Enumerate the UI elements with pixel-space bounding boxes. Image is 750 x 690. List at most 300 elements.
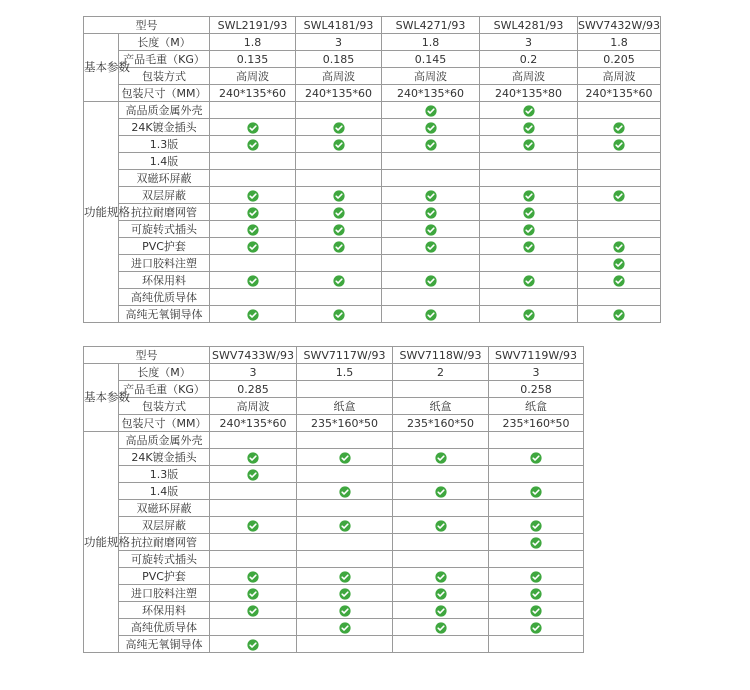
check-circle-icon <box>339 571 351 583</box>
model-name: SWV7117W/93 <box>297 347 393 364</box>
cell-value: 235*160*50 <box>489 415 584 432</box>
feature-cell <box>578 238 661 255</box>
table-row <box>84 102 661 119</box>
row-label: PVC护套 <box>119 238 210 255</box>
model-name: SWV7433W/93 <box>210 347 297 364</box>
cell-value <box>393 381 489 398</box>
feature-cell <box>480 272 578 289</box>
check-circle-icon <box>339 452 351 464</box>
table-row <box>84 85 661 102</box>
check-circle-icon <box>523 309 535 321</box>
feature-cell <box>210 551 297 568</box>
row-label: 高纯无氧铜导体 <box>119 636 210 653</box>
model-name: SWL4181/93 <box>296 17 382 34</box>
table-row <box>84 636 584 653</box>
feature-cell <box>210 449 297 466</box>
feature-cell <box>297 500 393 517</box>
cell-value: 0.258 <box>489 381 584 398</box>
cell-value: 240*135*60 <box>382 85 480 102</box>
check-circle-icon <box>530 486 542 498</box>
check-circle-icon <box>530 537 542 549</box>
table-row <box>84 51 661 68</box>
cell-value: 高周波 <box>296 68 382 85</box>
check-circle-icon <box>333 122 345 134</box>
check-circle-icon <box>247 452 259 464</box>
feature-cell <box>210 102 296 119</box>
feature-cell <box>210 289 296 306</box>
check-circle-icon <box>339 588 351 600</box>
check-circle-icon <box>425 122 437 134</box>
check-circle-icon <box>523 241 535 253</box>
check-circle-icon <box>339 605 351 617</box>
model-header-label: 型号 <box>84 347 210 364</box>
feature-cell <box>382 136 480 153</box>
table-row <box>84 619 584 636</box>
row-label: 环保用料 <box>119 272 210 289</box>
feature-cell <box>578 221 661 238</box>
cell-value: 2 <box>393 364 489 381</box>
feature-cell <box>210 585 297 602</box>
row-label: 1.4版 <box>119 483 210 500</box>
check-circle-icon <box>425 224 437 236</box>
feature-cell <box>296 238 382 255</box>
table-row <box>84 289 661 306</box>
row-label: 抗拉耐磨网管 <box>119 204 210 221</box>
check-circle-icon <box>523 190 535 202</box>
model-name: SWV7432W/93 <box>578 18 660 32</box>
feature-cell <box>297 551 393 568</box>
table-row <box>84 136 661 153</box>
feature-cell <box>296 255 382 272</box>
row-label: 长度（M） <box>119 34 210 51</box>
check-circle-icon <box>530 520 542 532</box>
feature-specs-group-label: 功能规格 <box>84 432 119 653</box>
feature-cell <box>480 136 578 153</box>
row-label: 可旋转式插头 <box>119 221 210 238</box>
feature-rows <box>84 432 584 653</box>
feature-cell <box>210 602 297 619</box>
check-circle-icon <box>339 622 351 634</box>
feature-cell <box>382 238 480 255</box>
table-row <box>84 34 661 51</box>
table-row <box>84 381 584 398</box>
feature-cell <box>210 272 296 289</box>
table-row <box>84 551 584 568</box>
feature-cell <box>578 153 661 170</box>
feature-cell <box>210 568 297 585</box>
feature-specs-group-label: 功能规格 <box>84 102 119 323</box>
cell-value: 纸盒 <box>393 398 489 415</box>
feature-cell <box>393 568 489 585</box>
check-circle-icon <box>425 190 437 202</box>
feature-cell <box>489 568 584 585</box>
row-label: 24K镀金插头 <box>119 119 210 136</box>
cell-value: 235*160*50 <box>393 415 489 432</box>
check-circle-icon <box>435 622 447 634</box>
row-label: 24K镀金插头 <box>119 449 210 466</box>
feature-cell <box>578 204 661 221</box>
feature-cell <box>297 483 393 500</box>
feature-cell <box>382 204 480 221</box>
cell-value: 高周波 <box>578 68 661 85</box>
feature-cell <box>210 153 296 170</box>
feature-cell <box>480 238 578 255</box>
feature-cell <box>382 187 480 204</box>
check-circle-icon <box>523 275 535 287</box>
basic-params-group-label: 基本参数 <box>84 34 119 102</box>
check-circle-icon <box>247 241 259 253</box>
feature-cell <box>489 432 584 449</box>
check-circle-icon <box>523 207 535 219</box>
table-row <box>84 500 584 517</box>
check-circle-icon <box>425 105 437 117</box>
spec-table-2 <box>83 346 584 653</box>
feature-cell <box>489 619 584 636</box>
check-circle-icon <box>247 207 259 219</box>
feature-cell <box>210 170 296 187</box>
feature-cell <box>578 136 661 153</box>
row-label: 包装方式 <box>119 398 210 415</box>
cell-value: 240*135*80 <box>480 85 578 102</box>
feature-cell <box>480 102 578 119</box>
cell-value: 0.185 <box>296 51 382 68</box>
row-label: 包装尺寸（MM） <box>119 85 210 102</box>
feature-cell <box>480 153 578 170</box>
check-circle-icon <box>435 486 447 498</box>
table-row <box>84 466 584 483</box>
check-circle-icon <box>425 139 437 151</box>
check-circle-icon <box>435 588 447 600</box>
check-circle-icon <box>530 588 542 600</box>
model-name: SWL2191/93 <box>210 17 296 34</box>
cell-value: 1.8 <box>578 34 661 51</box>
check-circle-icon <box>247 275 259 287</box>
check-circle-icon <box>247 309 259 321</box>
row-label: 进口胶料注塑 <box>119 585 210 602</box>
feature-cell <box>296 272 382 289</box>
feature-cell <box>297 619 393 636</box>
feature-rows <box>84 102 661 323</box>
row-label: 1.4版 <box>119 153 210 170</box>
row-label: 产品毛重（KG） <box>119 51 210 68</box>
table-row <box>84 187 661 204</box>
check-circle-icon <box>530 622 542 634</box>
cell-value: 高周波 <box>210 68 296 85</box>
feature-cell <box>210 500 297 517</box>
row-label: PVC护套 <box>119 568 210 585</box>
row-label: 1.3版 <box>119 136 210 153</box>
check-circle-icon <box>613 258 625 270</box>
check-circle-icon <box>613 122 625 134</box>
feature-cell <box>489 483 584 500</box>
check-circle-icon <box>333 241 345 253</box>
check-circle-icon <box>247 224 259 236</box>
feature-cell <box>480 204 578 221</box>
cell-value: 240*135*60 <box>578 85 661 102</box>
cell-value: 0.285 <box>210 381 297 398</box>
model-name: SWV7119W/93 <box>489 347 584 364</box>
check-circle-icon <box>339 486 351 498</box>
check-circle-icon <box>530 452 542 464</box>
cell-value: 1.8 <box>210 34 296 51</box>
feature-cell <box>296 136 382 153</box>
cell-value: 3 <box>296 34 382 51</box>
check-circle-icon <box>613 139 625 151</box>
row-label: 双层屏蔽 <box>119 187 210 204</box>
row-label: 进口胶料注塑 <box>119 255 210 272</box>
table-row <box>84 153 661 170</box>
check-circle-icon <box>247 190 259 202</box>
spec-table-1 <box>83 16 661 323</box>
check-circle-icon <box>425 241 437 253</box>
check-circle-icon <box>247 139 259 151</box>
cell-value: 240*135*60 <box>210 85 296 102</box>
feature-cell <box>489 636 584 653</box>
feature-cell <box>297 432 393 449</box>
feature-cell <box>480 306 578 323</box>
feature-cell <box>210 255 296 272</box>
model-header-label: 型号 <box>84 17 210 34</box>
feature-cell <box>578 306 661 323</box>
row-label: 抗拉耐磨网管 <box>119 534 210 551</box>
row-label: 高纯无氧铜导体 <box>119 306 210 323</box>
check-circle-icon <box>247 588 259 600</box>
check-circle-icon <box>530 571 542 583</box>
check-circle-icon <box>425 207 437 219</box>
check-circle-icon <box>247 520 259 532</box>
row-label: 长度（M） <box>119 364 210 381</box>
table-row <box>84 432 584 449</box>
row-label: 双磁环屏蔽 <box>119 500 210 517</box>
cell-value: 240*135*60 <box>296 85 382 102</box>
feature-cell <box>393 636 489 653</box>
feature-cell <box>480 187 578 204</box>
feature-cell <box>489 517 584 534</box>
table-row <box>84 364 584 381</box>
feature-cell <box>296 170 382 187</box>
row-label: 双磁环屏蔽 <box>119 170 210 187</box>
feature-cell <box>210 204 296 221</box>
check-circle-icon <box>523 122 535 134</box>
feature-cell <box>210 483 297 500</box>
feature-cell <box>297 449 393 466</box>
table-row <box>84 272 661 289</box>
check-circle-icon <box>247 469 259 481</box>
table-row <box>84 568 584 585</box>
cell-value: 3 <box>480 34 578 51</box>
row-label: 高品质金属外壳 <box>119 102 210 119</box>
feature-cell <box>489 585 584 602</box>
feature-cell <box>210 221 296 238</box>
feature-cell <box>489 602 584 619</box>
table-row <box>84 170 661 187</box>
model-name: SWL4271/93 <box>382 17 480 34</box>
model-name: SWV7118W/93 <box>393 347 489 364</box>
feature-cell <box>393 483 489 500</box>
feature-cell <box>210 534 297 551</box>
table-header-row <box>84 17 661 34</box>
feature-cell <box>382 289 480 306</box>
check-circle-icon <box>530 605 542 617</box>
check-circle-icon <box>333 224 345 236</box>
check-circle-icon <box>435 605 447 617</box>
feature-cell <box>480 119 578 136</box>
feature-cell <box>296 306 382 323</box>
feature-cell <box>489 449 584 466</box>
feature-cell <box>296 119 382 136</box>
feature-cell <box>393 619 489 636</box>
feature-cell <box>297 534 393 551</box>
table-row <box>84 517 584 534</box>
table-row <box>84 204 661 221</box>
row-label: 高纯优质导体 <box>119 289 210 306</box>
check-circle-icon <box>333 309 345 321</box>
feature-cell <box>578 187 661 204</box>
feature-cell <box>382 255 480 272</box>
table-row <box>84 602 584 619</box>
row-label: 环保用料 <box>119 602 210 619</box>
row-label: 高纯优质导体 <box>119 619 210 636</box>
feature-cell <box>210 187 296 204</box>
table-header-row <box>84 347 584 364</box>
feature-cell <box>296 289 382 306</box>
table-row <box>84 534 584 551</box>
cell-value: 240*135*60 <box>210 415 297 432</box>
feature-cell <box>296 221 382 238</box>
feature-cell <box>210 136 296 153</box>
check-circle-icon <box>613 309 625 321</box>
table-row <box>84 221 661 238</box>
cell-value: 0.135 <box>210 51 296 68</box>
feature-cell <box>382 221 480 238</box>
feature-cell <box>578 170 661 187</box>
feature-cell <box>578 102 661 119</box>
cell-value: 高周波 <box>210 398 297 415</box>
row-label: 1.3版 <box>119 466 210 483</box>
feature-cell <box>489 551 584 568</box>
feature-cell <box>578 272 661 289</box>
feature-cell <box>578 119 661 136</box>
feature-cell <box>210 238 296 255</box>
check-circle-icon <box>247 122 259 134</box>
feature-cell <box>297 517 393 534</box>
cell-value: 3 <box>489 364 584 381</box>
cell-value: 0.205 <box>578 51 661 68</box>
table-row <box>84 398 584 415</box>
check-circle-icon <box>425 275 437 287</box>
feature-cell <box>489 466 584 483</box>
table-row <box>84 238 661 255</box>
feature-cell <box>210 466 297 483</box>
feature-cell <box>210 306 296 323</box>
feature-cell <box>393 534 489 551</box>
feature-cell <box>393 449 489 466</box>
feature-cell <box>297 466 393 483</box>
feature-cell <box>393 466 489 483</box>
cell-value: 高周波 <box>382 68 480 85</box>
row-label: 可旋转式插头 <box>119 551 210 568</box>
table-row <box>84 585 584 602</box>
feature-cell <box>382 306 480 323</box>
check-circle-icon <box>435 452 447 464</box>
feature-cell <box>489 534 584 551</box>
basic-params-group-label: 基本参数 <box>84 364 119 432</box>
check-circle-icon <box>435 571 447 583</box>
check-circle-icon <box>333 207 345 219</box>
check-circle-icon <box>333 275 345 287</box>
feature-cell <box>393 602 489 619</box>
feature-cell <box>382 119 480 136</box>
check-circle-icon <box>613 190 625 202</box>
row-label: 包装方式 <box>119 68 210 85</box>
feature-cell <box>489 500 584 517</box>
cell-value: 1.5 <box>297 364 393 381</box>
model-name: SWL4281/93 <box>480 17 578 34</box>
table-row <box>84 306 661 323</box>
cell-value <box>297 381 393 398</box>
feature-cell <box>296 153 382 170</box>
feature-cell <box>210 119 296 136</box>
feature-cell <box>480 170 578 187</box>
check-circle-icon <box>523 224 535 236</box>
feature-cell <box>393 500 489 517</box>
feature-cell <box>382 272 480 289</box>
feature-cell <box>393 585 489 602</box>
feature-cell <box>382 153 480 170</box>
feature-cell <box>382 102 480 119</box>
feature-cell <box>382 170 480 187</box>
feature-cell <box>297 636 393 653</box>
check-circle-icon <box>247 571 259 583</box>
check-circle-icon <box>333 190 345 202</box>
feature-cell <box>297 585 393 602</box>
cell-value: 1.8 <box>382 34 480 51</box>
cell-value: 235*160*50 <box>297 415 393 432</box>
check-circle-icon <box>247 639 259 651</box>
check-circle-icon <box>339 520 351 532</box>
feature-cell <box>480 289 578 306</box>
check-circle-icon <box>333 139 345 151</box>
feature-cell <box>210 517 297 534</box>
feature-cell <box>393 432 489 449</box>
cell-value: 纸盒 <box>297 398 393 415</box>
feature-cell <box>480 221 578 238</box>
row-label: 产品毛重（KG） <box>119 381 210 398</box>
table-row <box>84 483 584 500</box>
table-row <box>84 119 661 136</box>
row-label: 包装尺寸（MM） <box>119 415 210 432</box>
table-row <box>84 68 661 85</box>
cell-value: 3 <box>210 364 297 381</box>
check-circle-icon <box>523 139 535 151</box>
check-circle-icon <box>523 105 535 117</box>
cell-value: 0.2 <box>480 51 578 68</box>
feature-cell <box>210 636 297 653</box>
check-circle-icon <box>435 520 447 532</box>
feature-cell <box>210 432 297 449</box>
feature-cell <box>296 204 382 221</box>
feature-cell <box>578 255 661 272</box>
feature-cell <box>210 619 297 636</box>
feature-cell <box>393 551 489 568</box>
check-circle-icon <box>247 605 259 617</box>
feature-cell <box>296 187 382 204</box>
cell-value: 0.145 <box>382 51 480 68</box>
row-label: 高品质金属外壳 <box>119 432 210 449</box>
check-circle-icon <box>613 241 625 253</box>
cell-value: 纸盒 <box>489 398 584 415</box>
feature-cell <box>578 289 661 306</box>
